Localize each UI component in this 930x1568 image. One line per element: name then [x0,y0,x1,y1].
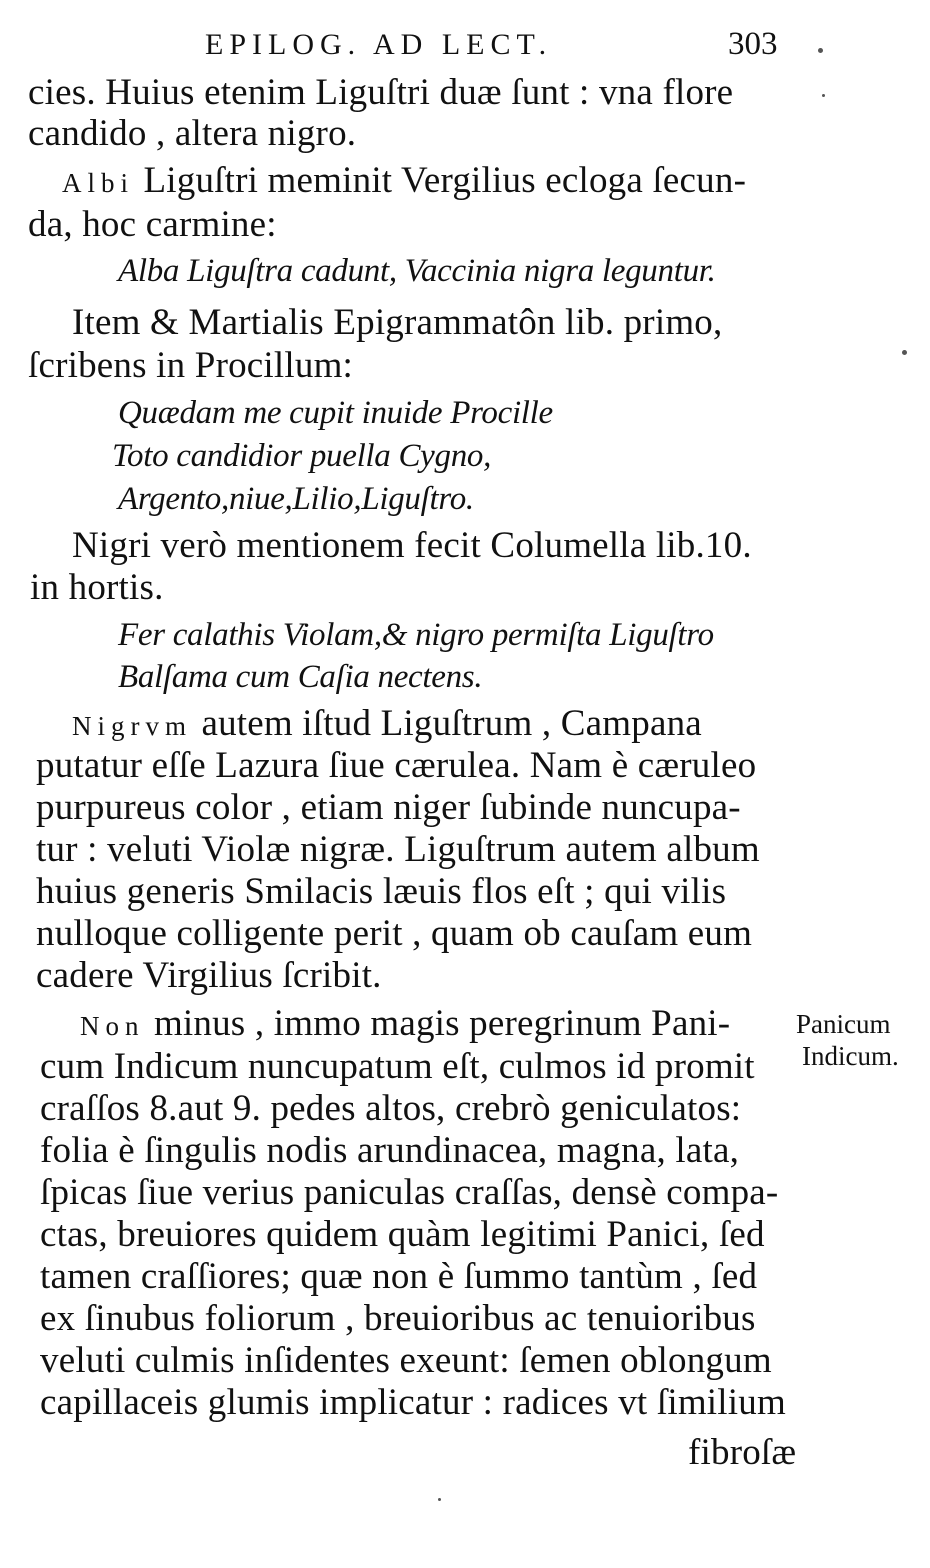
text-line: cum Indicum nuncupatum eſt, culmos id promit [40,1046,755,1087]
text-line: craſſos 8.aut 9. pedes altos, crebrò geniculatos: [40,1088,742,1129]
text-line: capillaceis glumis implicatur : radices vt ſimilium [40,1382,786,1423]
ink-speck [902,350,907,355]
text-line: veluti culmis inſidentes exeunt: ſemen oblongum [40,1340,772,1381]
text-line: tamen craſſiores; quæ non è ſummo tantùm , ſed [40,1256,758,1297]
text-span: minus , immo magis peregrinum Pani- [144,1003,731,1044]
catchword: fibroſæ [688,1432,797,1473]
text-line: candido , altera nigro. [28,113,357,154]
text-span: Liguſtri meminit Vergilius ecloga ſecun- [134,160,747,201]
ink-speck [818,48,823,53]
text-line: da, hoc carmine: [28,204,277,245]
text-line: nulloque colligente perit , quam ob cauſam eum [36,913,753,954]
text-line [80,1003,730,1047]
text-line: ſcribens in Procillum: [28,345,354,386]
small-caps-word: Albi [62,168,135,198]
text-line: cadere Virgilius ſcribit. [36,955,382,996]
text-line [72,703,702,747]
text-line: cies. Huius etenim Liguſtri duæ ſunt : vna flore [28,72,734,113]
small-caps-word: Non [80,1011,145,1041]
verse-line: Toto candidior puella Cygno, [112,438,492,474]
verse-line: Balſama cum Caſia nectens. [118,659,483,695]
text-line: putatur eſſe Lazura ſiue cærulea. Nam è cæruleo [36,745,757,786]
text-line: ctas, breuiores quidem quàm legitimi Panici, ſed [40,1214,765,1255]
text-line: tur : veluti Violæ nigræ. Liguſtrum autem album [36,829,760,870]
text-line: purpureus color , etiam niger ſubinde nuncupa- [36,787,741,828]
text-line: Item & Martialis Epigrammatôn lib. primo, [72,302,723,343]
verse-line: Fer calathis Violam,& nigro permiſta Liguſtro [118,617,714,653]
text-span: autem iſtud Liguſtrum , Campana [192,703,702,744]
small-caps-word: Nigrvm [72,711,192,741]
text-line: Nigri verò mentionem fecit Columella lib.10. [72,525,752,566]
text-line: ſpicas ſiue verius paniculas craſſas, densè compa- [40,1172,779,1213]
running-title: EPILOG. AD LECT. [205,28,553,61]
text-line: in hortis. [30,567,164,608]
margin-note-line: Panicum [796,1009,891,1039]
text-line [62,160,746,204]
ink-speck [822,94,825,97]
text-line: ex ſinubus foliorum , breuioribus ac tenuioribus [40,1298,756,1339]
text-line: huius generis Smilacis læuis flos eſt ; qui vilis [36,871,727,912]
verse-line: Quædam me cupit inuide Procille [118,395,553,431]
margin-note-line: Indicum. [802,1041,899,1071]
text-line: folia è ſingulis nodis arundinacea, magna, lata, [40,1130,740,1171]
ink-speck [438,1498,441,1501]
page-number: 303 [728,26,778,62]
verse-line: Argento,niue,Lilio,Liguſtro. [118,481,474,517]
verse-line: Alba Liguſtra cadunt, Vaccinia nigra leguntur. [118,253,716,289]
